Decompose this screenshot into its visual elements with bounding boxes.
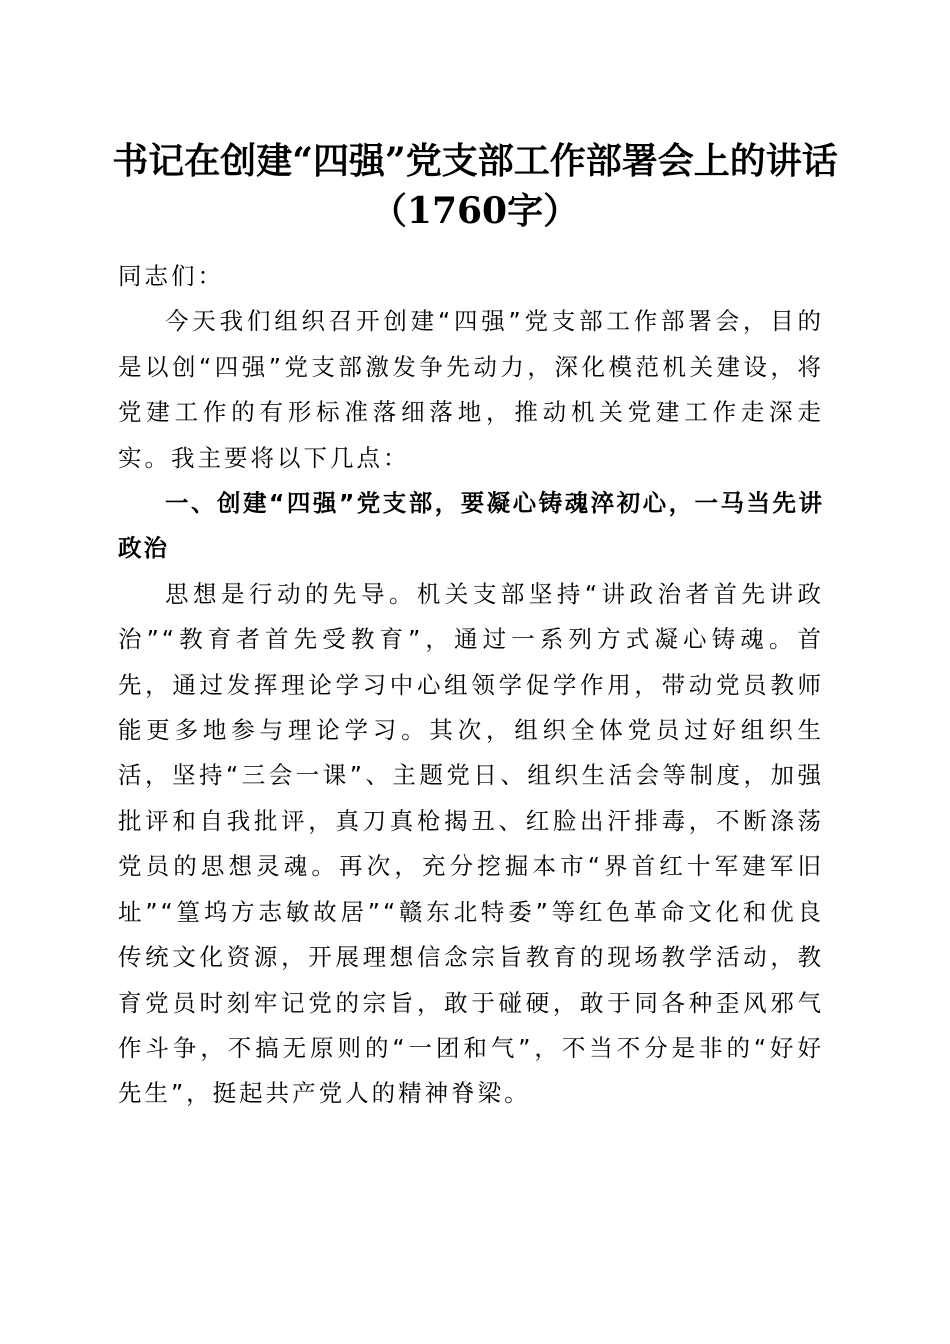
section-heading: 一、创建“四强”党支部，要凝心铸魂淬初心，一马当先讲政治 (118, 489, 824, 563)
intro-paragraph: 今天我们组织召开创建“四强”党支部工作部署会，目的是以创“四强”党支部激发争先动力，深化模范机关建设，将党建工作的有形标准落细落地，推动机关党建工作走深走实。我主要将以下几点： (118, 307, 824, 472)
salutation: 同志们： (118, 262, 224, 290)
section-paragraph: 思想是行动的先导。机关支部坚持“讲政治者首先讲政治”“教育者首先受教育”，通过一系列方式凝心铸魂。首先，通过发挥理论学习中心组领学促学作用，带动党员教师能更多地参与理论学习。其次，组织全体党员过好组织生活，坚持“三会一课”、主题党日、组织生活会等制度，加强批评和自我批评，真刀真枪揭丑、红脸出汗排毒，不断涤荡党员的思想灵魂。再次，充分挖掘本市“界首红十军建军旧址”“篁坞方志敏故居”“赣东北特委”等红色革命文化和优良传统文化资源，开展理想信念宗旨教育的现场教学活动，教育党员时刻牢记党的宗旨，敢于碰硬，敢于同各种歪风邪气作斗争，不搞无原则的“一团和气”，不当不分是非的“好好先生”，挺起共产党人的精神脊梁。 (118, 579, 824, 1108)
document-body (118, 254, 824, 1117)
document-title: 书记在创建“四强”党支部工作部署会上的讲话（1760字） (112, 140, 838, 232)
